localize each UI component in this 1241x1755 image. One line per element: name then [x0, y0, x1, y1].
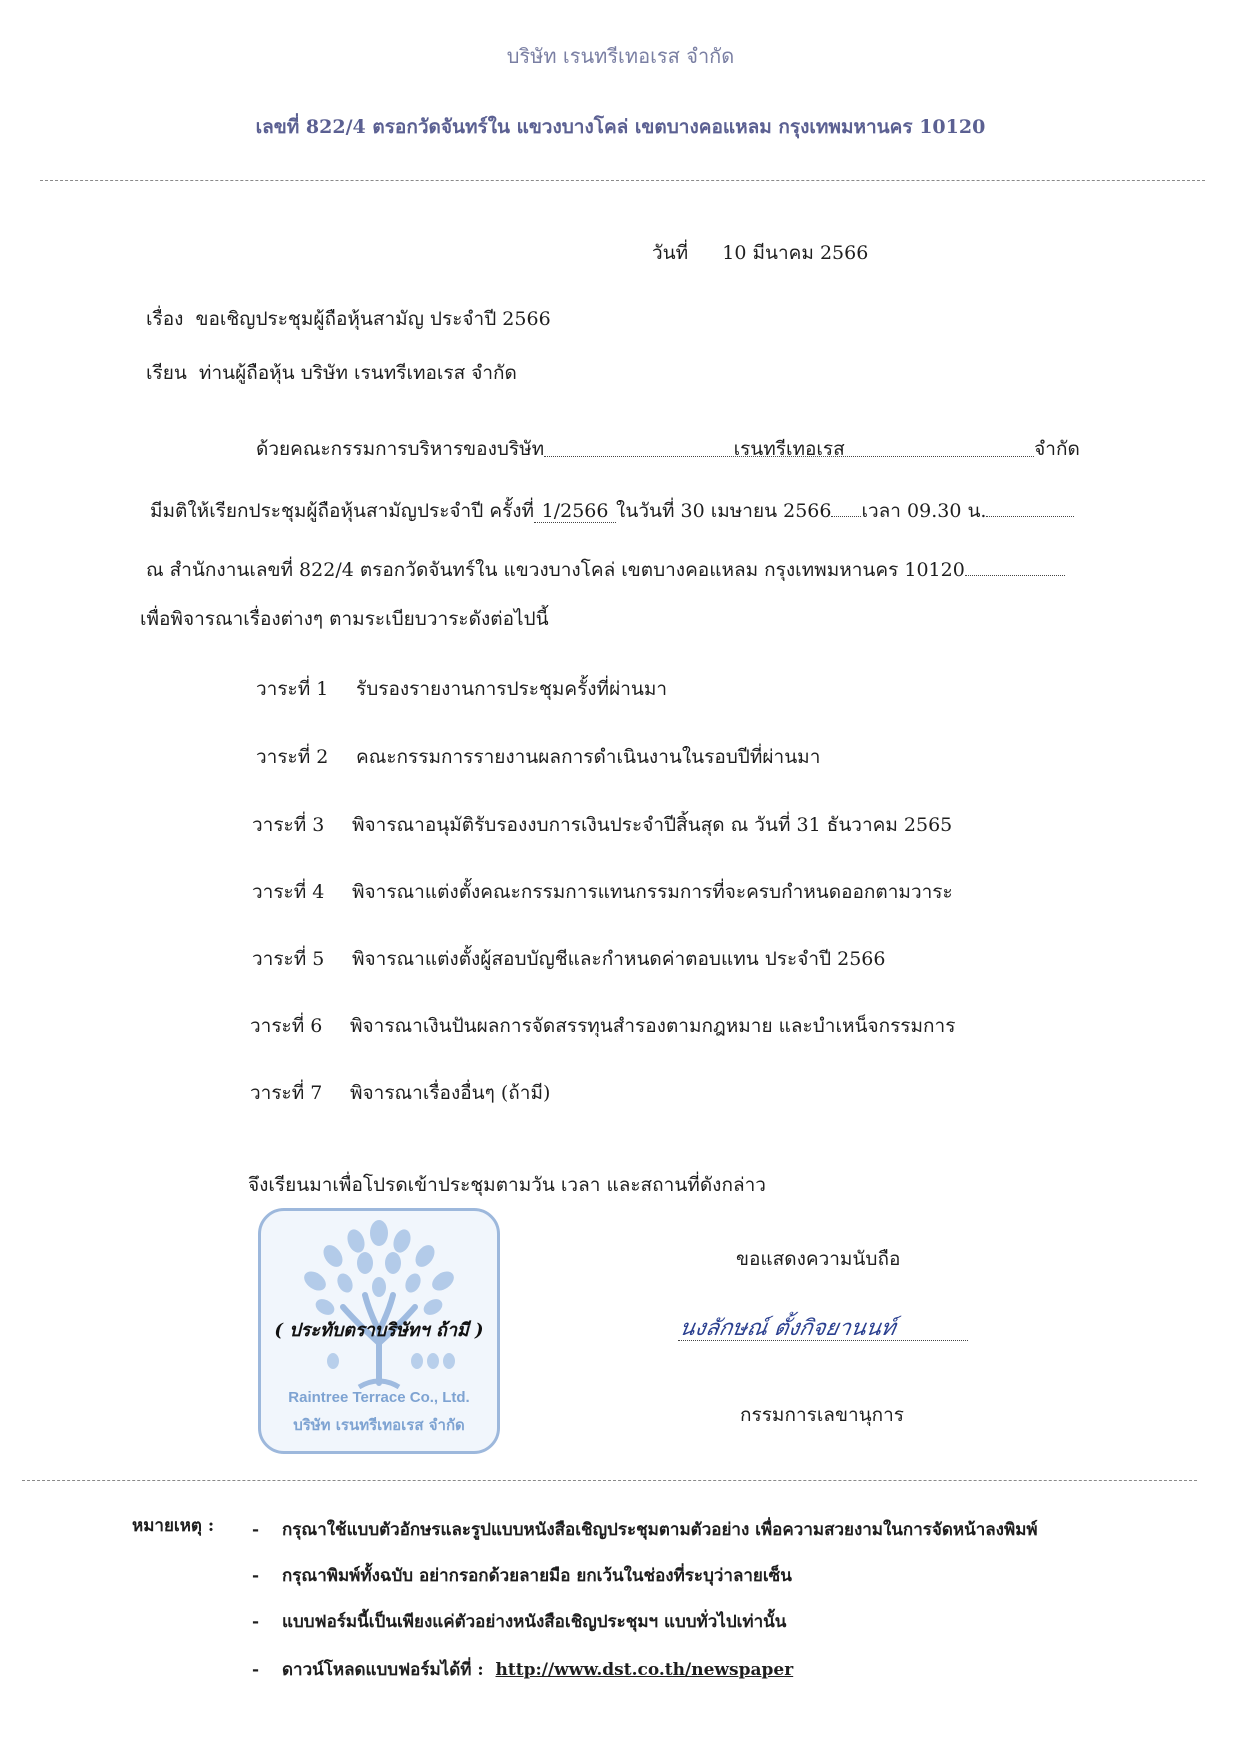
meeting-venue: ณ สำนักงานเลขที่ 822/4 ตรอกวัดจันทร์ใน แขวงบางโคล่ เขตบางคอแหลม กรุงเทพมหานคร 10120: [146, 559, 965, 581]
meeting-number: 1/2566: [534, 500, 616, 523]
company-fill: เรนทรีเทอเรส: [544, 434, 1034, 457]
note-item: - กรุณาพิมพ์ทั้งฉบับ อย่ากรอกด้วยลายมือ ยกเว้นในช่องที่ระบุว่าลายเซ็น: [252, 1566, 792, 1586]
meeting-time: 09.30 น.: [907, 500, 987, 522]
body-line-4: [140, 604, 549, 634]
company-stamp: [258, 1208, 500, 1454]
stamp-name-th: บริษัท เรนทรีเทอเรส จำกัด: [293, 1416, 465, 1434]
agenda-number: วาระที่ 4: [252, 881, 325, 903]
recipient-label: เรียน: [146, 362, 187, 384]
note-item-download: - ดาวน์โหลดแบบฟอร์มได้ที่ : http://www.dst.co.th/newspaper: [252, 1660, 794, 1680]
date-line: [652, 238, 868, 268]
agenda-item: [252, 877, 953, 907]
date-label: วันที่: [652, 242, 689, 264]
company-header: บริษัท เรนทรีเทอเรส จำกัด: [506, 44, 735, 68]
agenda-item: [250, 1078, 550, 1108]
agenda-item: [250, 1011, 955, 1041]
agenda-item: [256, 674, 667, 704]
agenda-intro: เพื่อพิจารณาเรื่องต่างๆ ตามระเบียบวาระดังต่อไปนี้: [140, 608, 549, 630]
note-item: - แบบฟอร์มนี้เป็นเพียงแค่ตัวอย่างหนังสือเชิญประชุมฯ แบบทั่วไปเท่านั้น: [252, 1612, 787, 1632]
company-suffix: จำกัด: [1034, 438, 1080, 460]
company-address: เลขที่ 822/4 ตรอกวัดจันทร์ใน แขวงบางโคล่ เขตบางคอแหลม กรุงเทพมหานคร 10120: [255, 116, 986, 138]
agenda-number: วาระที่ 6: [250, 1015, 323, 1037]
download-link[interactable]: http://www.dst.co.th/newspaper: [495, 1660, 794, 1680]
agenda-text: พิจารณาเรื่องอื่นๆ (ถ้ามี): [350, 1082, 551, 1104]
header-divider: [40, 180, 1205, 181]
signer-title: กรรมการเลขานุการ: [740, 1404, 904, 1426]
agenda-number: วาระที่ 1: [256, 678, 329, 700]
agenda-text: พิจารณาแต่งตั้งคณะกรรมการแทนกรรมการที่จะครบกำหนดออกตามวาระ: [352, 881, 953, 903]
agenda-number: วาระที่ 3: [252, 814, 325, 836]
meeting-time-label: เวลา: [861, 500, 901, 522]
stamp-caption: ( ประทับตราบริษัทฯ ถ้ามี ): [274, 1320, 484, 1341]
meeting-date: ในวันที่ 30 เมษายน 2566: [616, 500, 832, 522]
agenda-text: พิจารณาเงินปันผลการจัดสรรทุนสำรองตามกฎหมาย และบำเหน็จกรรมการ: [350, 1015, 956, 1037]
body-line-2: [150, 494, 1074, 526]
agenda-number: วาระที่ 5: [252, 948, 325, 970]
agenda-text: พิจารณาแต่งตั้งผู้สอบบัญชีและกำหนดค่าตอบแทน ประจำปี 2566: [352, 948, 886, 970]
subject-line: [146, 304, 551, 334]
body-line-3: [146, 553, 1065, 585]
signature-line: [678, 1340, 968, 1341]
agenda-number: วาระที่ 7: [250, 1082, 323, 1104]
agenda-number: วาระที่ 2: [256, 746, 329, 768]
agenda-item: [252, 944, 885, 974]
recipient-line: [146, 358, 517, 388]
body-line-1: [256, 434, 1080, 464]
agenda-item: [252, 810, 952, 840]
agenda-item: [256, 742, 820, 772]
recipient-text: ท่านผู้ถือหุ้น บริษัท เรนทรีเทอเรส จำกัด: [198, 362, 517, 384]
note-item: - กรุณาใช้แบบตัวอักษรและรูปแบบหนังสือเชิญประชุมตามตัวอย่าง เพื่อความสวยงามในการจัดหน้าลงพิมพ์: [252, 1520, 1038, 1540]
stamp-name-en: Raintree Terrace Co., Ltd.: [288, 1389, 470, 1406]
agenda-text: พิจารณาอนุมัติรับรองงบการเงินประจำปีสิ้นสุด ณ วันที่ 31 ธันวาคม 2565: [352, 814, 953, 836]
body-intro: ด้วยคณะกรรมการบริหารของบริษัท: [256, 438, 545, 460]
agenda-text: คณะกรรมการรายงานผลการดำเนินงานในรอบปีที่ผ่านมา: [356, 746, 821, 768]
download-label: ดาวน์โหลดแบบฟอร์มได้ที่ :: [282, 1660, 484, 1680]
closing-text: จึงเรียนมาเพื่อโปรดเข้าประชุมตามวัน เวลา และสถานที่ดังกล่าว: [248, 1174, 766, 1196]
date-value: 10 มีนาคม 2566: [722, 242, 869, 264]
footer-divider: [22, 1480, 1197, 1481]
agenda-text: รับรองรายงานการประชุมครั้งที่ผ่านมา: [356, 678, 668, 700]
notes-label: หมายเหตุ :: [132, 1516, 215, 1536]
regards-text: ขอแสดงความนับถือ: [736, 1248, 901, 1270]
subject-label: เรื่อง: [146, 308, 184, 330]
resolution-text: มีมติให้เรียกประชุมผู้ถือหุ้นสามัญประจำปี ครั้งที่: [150, 500, 535, 522]
subject-text: ขอเชิญประชุมผู้ถือหุ้นสามัญ ประจำปี 2566: [195, 308, 551, 330]
signature: นงลักษณ์ ตั้งกิจยานนท์: [677, 1316, 898, 1341]
